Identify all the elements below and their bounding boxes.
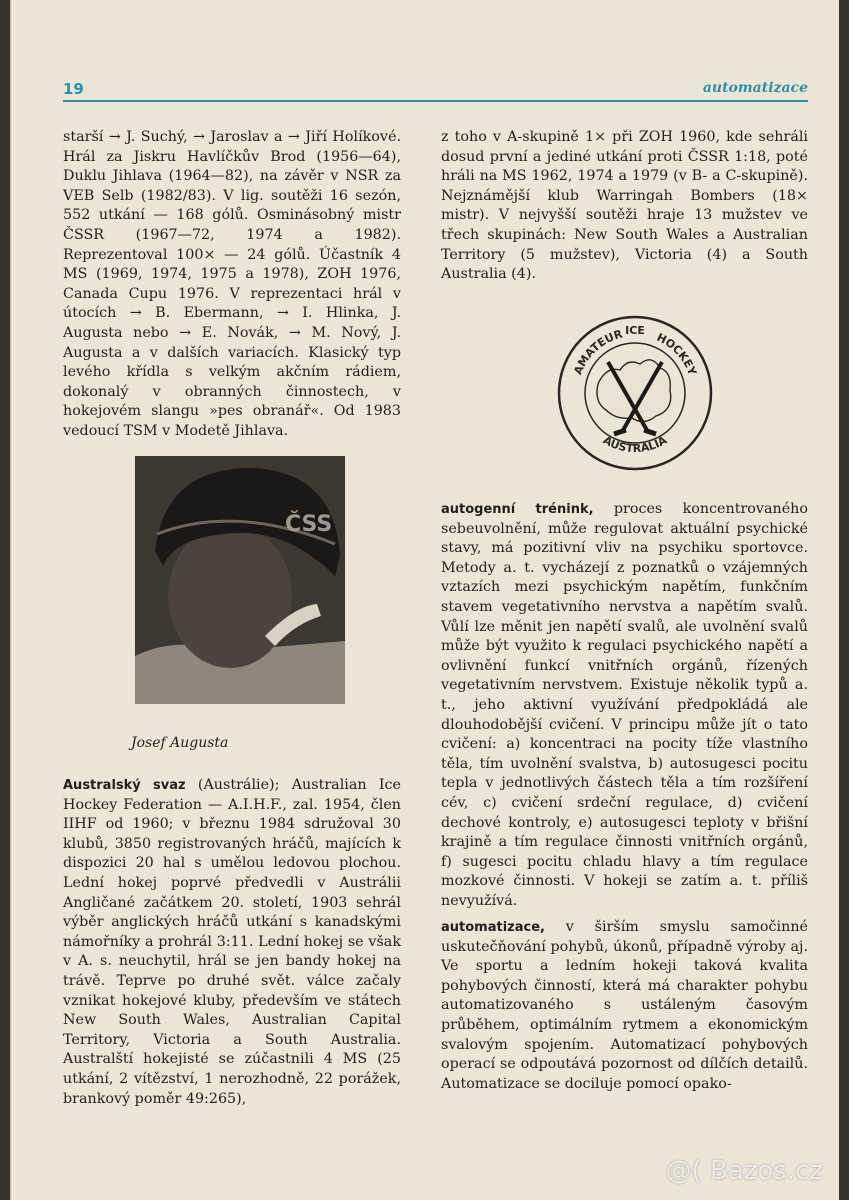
autogenni-trenink-entry (441, 500, 808, 911)
page-header (63, 80, 808, 102)
augusta-entry-text: starší → J. Suchý, → Jaroslav a → Jiří Holíkové. Hrál za Jiskru Havlíčkův Brod (1956—64), Duklu Jihlava (1964—82), na závěr v NSR za VEB Selb (1982/83). V lig. soutěži 16 sezón, 552 utkání — 168 gólů. Osminásobný mistr ČSSR (1967—72, 1974 a 1982). Reprezentoval 100× — 24 gólů. Účastník 4 MS (1969, 1974, 1975 a 1978), ZOH 1976, Canada Cupu 1976. V reprezentaci hrál v útocích → B. Ebermann, → I. Hlinka, J. Augusta nebo → E. Novák, → M. Nový, J. Augusta a v dalších variacích. Klasický typ levého křídla s velkým akčním rádiem, dokonalý v obranných činnostech, v hokejovém slangu »pes obranář«. Od 1983 vedoucí TSM v Modetě Jihlava. (63, 129, 401, 439)
australsky-svaz-entry (63, 776, 401, 1109)
right-continuation-block (441, 128, 808, 285)
portrait-illustration (135, 456, 345, 704)
entry-body: proces koncentrovaného sebeuvolnění, může regulovat aktuální psychické stavy, má pozitivní vliv na psychiku sportovce. Metody a. t. vycházejí z poznatků o vzájemných vztazích mezi psychickým napětím, funkčním stavem vegetativního nervstva a napětím svalů. Vůlí lze měnit jen napětí svalů, ale uvolnění svalů může být využito k regulaci psychického napětí a ovlivnění funkcí vnitřních orgánů, řízených vegetativním nervstvem. Existuje několik typů a. t., jeho aktivní využívání předpokládá ale dlouhodobější cvičení. V principu může jít o tato cvičení: a) koncentraci na pocity tíže vlastního těla, tím uvolnění svalstva, b) autosugesci pocitu tepla v jednotlivých částech těla a tím rozšíření cév, c) cvičení srdeční regulace, d) cvičení dechové kontroly, e) autosugesci teploty v břišní krajině a tím regulace činnosti vnitřních orgánů, f) sugesci pocitu chladu hlavy a tím regulace mozkové činnosti. V hokeji se zatím a. t. příliš nevyužívá. (441, 501, 808, 909)
book-page (10, 0, 839, 1200)
page-number: 19 (63, 80, 84, 98)
svg-text:ČSS: ČSS (285, 512, 333, 537)
entry-term: Australský svaz (63, 778, 186, 793)
logo-emblem (556, 314, 714, 472)
header-rule (63, 100, 808, 102)
automatizace-entry (441, 918, 808, 1094)
entry-term: automatizace, (441, 920, 545, 935)
logo-text-left: AMATEUR (571, 327, 625, 377)
entry-body: v širším smyslu samočinné uskutečňování pohybů, úkonů, případně výroby aj. Ve sportu a ledním hokeji taková kvalita pohybových činností, která má charakter pohybu automatizovaného s ustáleným časovým průběhem, optimálním rytmem a ekonomickým svalovým spojením. Automatizací pohybových operací se odpoutává pozornost od dílčích detailů. Automatizace se dociluje pomocí opako- (441, 919, 808, 1092)
entry-body: (Austrálie); Australian Ice Hockey Federation — A.I.H.F., zal. 1954, člen IIHF od 1960; v březnu 1984 sdružoval 30 klubů, 3850 registrovaných hráčů, majících k dispozici 20 hal s umělou ledovou plochou. Lední hokej poprvé předvedli v Austrálii Angličané začátkem 20. století, 1903 sehrál výběr anglických hráčů utkání s kanadskými námořníky a prohrál 3:11. Lední hokej se však v A. s. neuchytil, hrál se jen bandy hokej na trávě. Teprve po druhé svět. válce začaly vznikat hokejové kluby, především ve státech New South Wales, Australian Capital Territory, Victoria a South Australia. Australští hokejisté se zúčastnili 4 MS (25 utkání, 2 vítězství, 1 nerozhodně, 22 porážek, brankový poměr 49:265), (63, 777, 401, 1107)
logo-text-bottom: AUSTRALIA (600, 433, 670, 456)
logo-text-top: ICE (625, 324, 645, 337)
logo-text-right: HOCKEY (654, 330, 699, 378)
entry-term: autogenní trénink, (441, 502, 594, 517)
watermark: @( Bazos.cz (665, 1156, 823, 1186)
amateur-ice-hockey-australia-logo (556, 314, 714, 472)
svg-text:AUSTRALIA (601, 433, 670, 455)
left-intro-block (63, 128, 401, 442)
photo-caption: Josef Augusta (131, 735, 229, 751)
running-head: automatizace (702, 80, 808, 96)
australsky-svaz-continuation: z toho v A-skupině 1× při ZOH 1960, kde sehráli dosud první a jediné utkání proti ČSSR 1:18, poté hráli na MS 1962, 1974 a 1979 (v B- a C-skupině). Nejznámější klub Warringah Bombers (18× mistr). V nejvyšší soutěži hraje 13 mužstev ve třech skupinách: New South Wales a Australian Territory (5 mužstev), Victoria (4) a South Australia (4). (441, 129, 808, 283)
portrait-photo (135, 456, 345, 704)
